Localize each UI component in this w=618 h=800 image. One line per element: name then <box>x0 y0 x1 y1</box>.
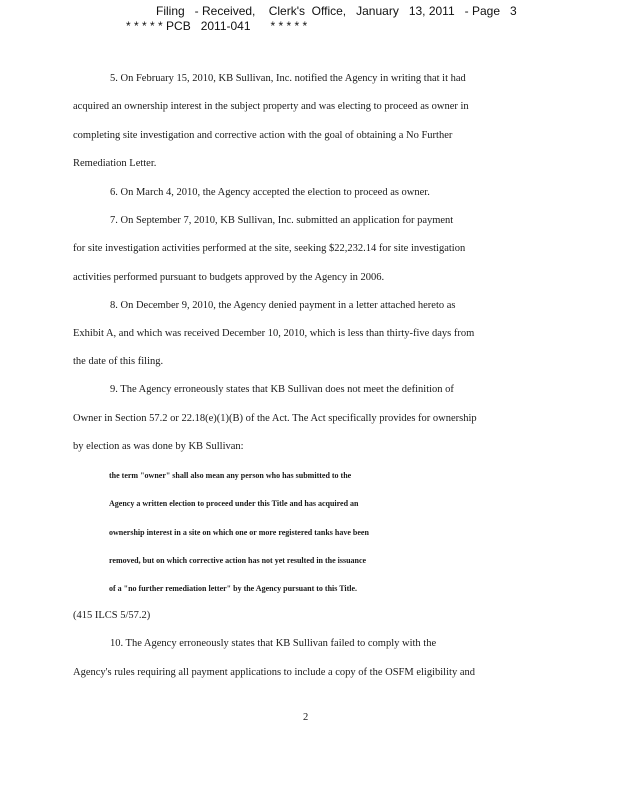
statute-citation: (415 ILCS 5/57.2) <box>73 610 151 621</box>
paragraph-5-line: 5. On February 15, 2010, KB Sullivan, Inc. notified the Agency in writing that it had <box>110 73 466 84</box>
paragraph-5-line: completing site investigation and corrective action with the goal of obtaining a No Further <box>73 130 453 141</box>
paragraph-9-line: Owner in Section 57.2 or 22.18(e)(1)(B) of the Act. The Act specifically provides for ownership <box>73 413 477 424</box>
block-quote-line: removed, but on which corrective action has not yet resulted in the issuance <box>109 556 367 565</box>
paragraph-5-line: acquired an ownership interest in the subject property and was electing to proceed as owner in <box>73 101 469 112</box>
paragraph-8-line: 8. On December 9, 2010, the Agency denied payment in a letter attached hereto as <box>110 300 456 311</box>
paragraph-9-line: 9. The Agency erroneously states that KB Sullivan does not meet the definition of <box>110 384 454 395</box>
block-quote-line: the term "owner" shall also mean any person who has submitted to the <box>109 471 352 480</box>
paragraph-7-line: 7. On September 7, 2010, KB Sullivan, Inc. submitted an application for payment <box>110 215 454 226</box>
paragraph-9-line: by election as was done by KB Sullivan: <box>73 441 244 452</box>
filing-header-line: Filing - Received, Clerk's Office, January 13, 2011 - Page 3 <box>156 4 517 18</box>
pcb-header-line: * * * * * PCB 2011-041 * * * * * <box>126 19 308 33</box>
paragraph-7-line: for site investigation activities performed at the site, seeking $22,232.14 for site investigation <box>73 243 466 254</box>
paragraph-7-line: activities performed pursuant to budgets approved by the Agency in 2006. <box>73 272 385 283</box>
paragraph-8-line: the date of this filing. <box>73 356 164 367</box>
paragraph-6-line: 6. On March 4, 2010, the Agency accepted the election to proceed as owner. <box>110 187 430 198</box>
paragraph-5-line: Remediation Letter. <box>73 158 157 169</box>
page-number: 2 <box>303 712 309 723</box>
block-quote-line: Agency a written election to proceed under this Title and has acquired an <box>109 499 359 508</box>
paragraph-10-line: 10. The Agency erroneously states that KB Sullivan failed to comply with the <box>110 638 437 649</box>
block-quote-line: ownership interest in a site on which one or more registered tanks have been <box>109 528 369 537</box>
block-quote-line: of a "no further remediation letter" by the Agency pursuant to this Title. <box>109 584 358 593</box>
paragraph-10-line: Agency's rules requiring all payment applications to include a copy of the OSFM eligibility and <box>73 667 475 678</box>
paragraph-8-line: Exhibit A, and which was received December 10, 2010, which is less than thirty-five days from <box>73 328 475 339</box>
